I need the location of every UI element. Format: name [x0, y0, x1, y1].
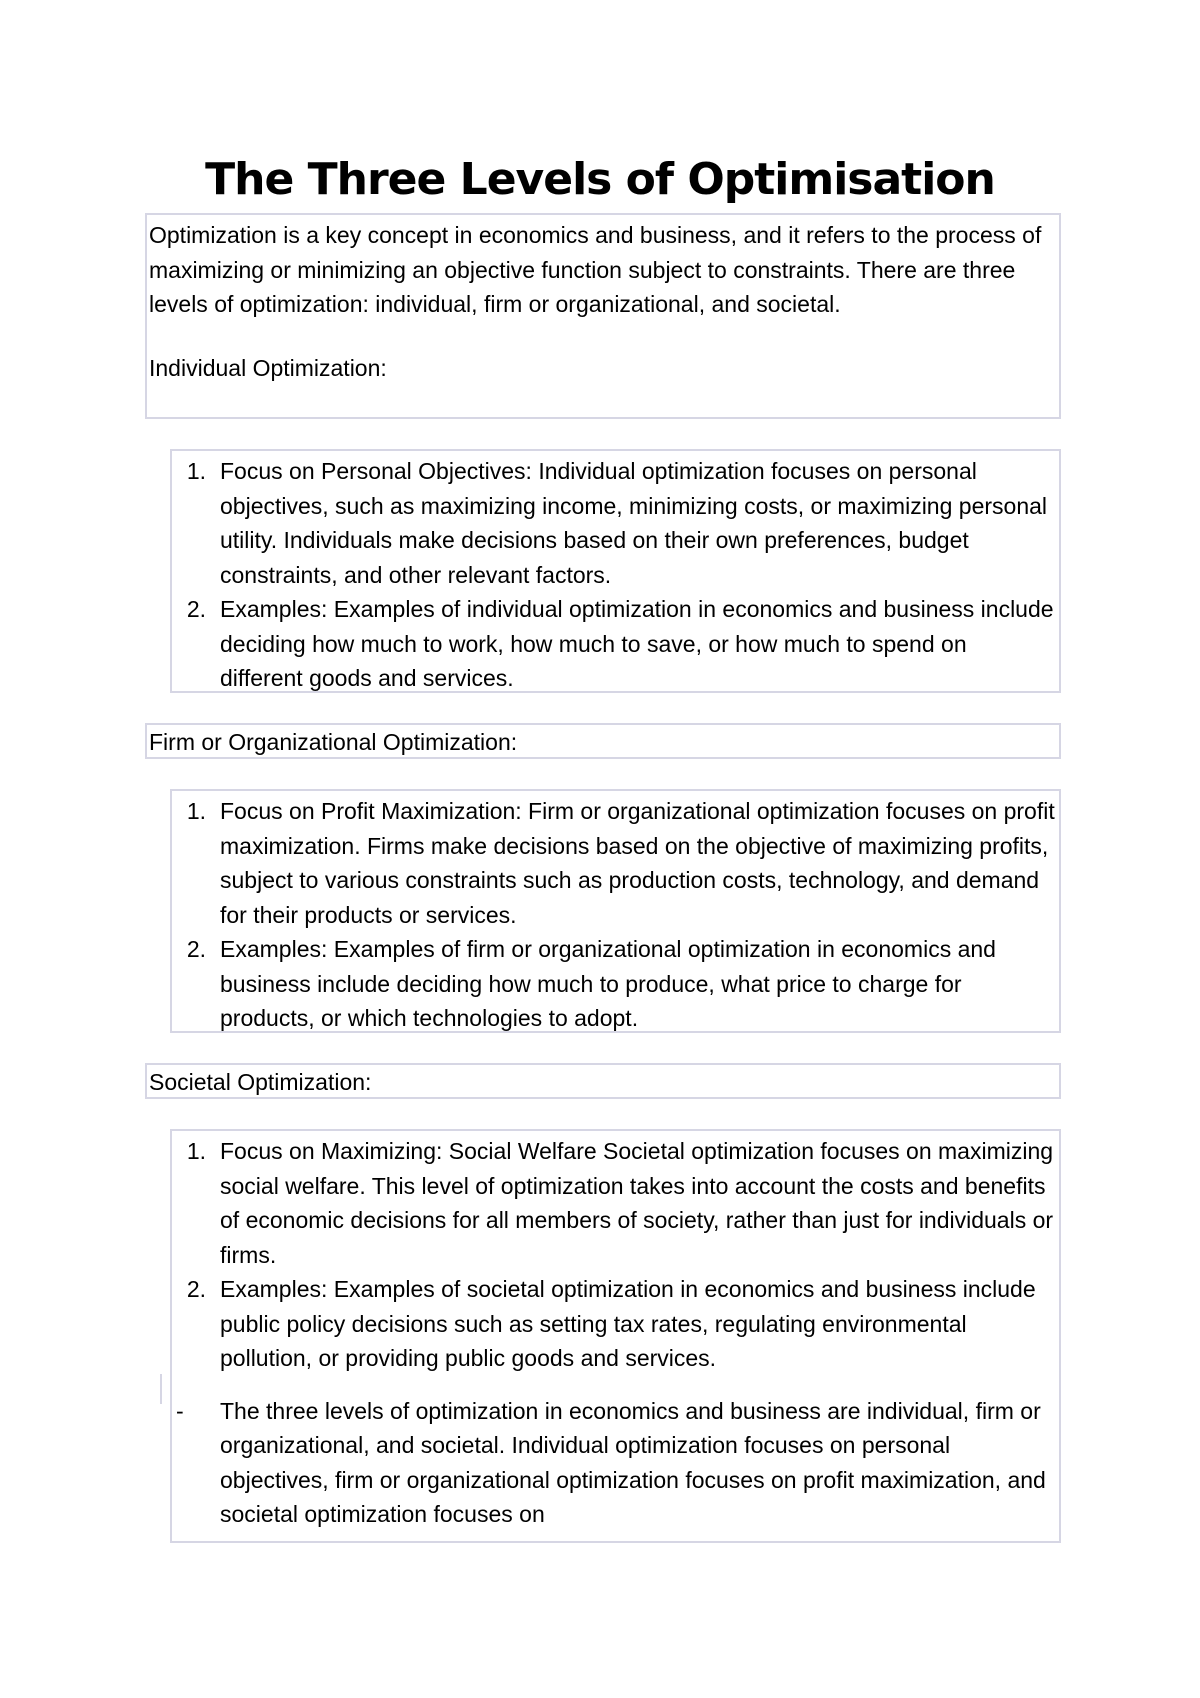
text-cursor: [160, 1374, 162, 1404]
list-item: [176, 1134, 1055, 1272]
individual-optimization-heading: Individual Optimization:: [149, 354, 387, 381]
list-number: 2.: [186, 596, 206, 622]
intro-text-box[interactable]: [145, 213, 1061, 419]
individual-optimization-list: [176, 454, 1055, 696]
list-item-text: Examples: Examples of individual optimization in economics and business include deciding how much to work, how much to save, or how much to spend on different goods and services.: [220, 596, 1054, 691]
societal-optimization-heading-box[interactable]: [145, 1063, 1061, 1099]
individual-optimization-list-box[interactable]: [170, 449, 1061, 693]
list-item-text: Focus on Profit Maximization: Firm or organizational optimization focuses on profit maximization. Firms make decisions based on the objective of maximizing profits, subject to various constraints such as production costs, technology, and demand for their products or services.: [220, 798, 1055, 928]
summary-text: The three levels of optimization in economics and business are individual, firm or organizational, and societal. Individual optimization focuses on personal objectives, firm or organizational optimization focuses on profit maximization, and societal optimization focuses on: [220, 1397, 1046, 1527]
societal-optimization-heading: Societal Optimization:: [149, 1069, 372, 1095]
list-item-text: Examples: Examples of firm or organizational optimization in economics and business include deciding how much to produce, what price to charge for products, or which technologies to adopt.: [220, 936, 996, 1031]
list-item: [176, 1272, 1055, 1376]
list-item: [176, 932, 1055, 1036]
list-item-text: Focus on Personal Objectives: Individual optimization focuses on personal objectives, such as maximizing income, minimizing costs, or maximizing personal utility. Individuals make decisions based on their own preferences, budget constraints, and other relevant factors.: [220, 458, 1048, 588]
firm-optimization-heading-box[interactable]: [145, 723, 1061, 759]
list-number: 1.: [186, 1138, 206, 1164]
firm-optimization-heading: Firm or Organizational Optimization:: [149, 729, 518, 755]
list-number: 2.: [186, 936, 206, 962]
list-item-text: Examples: Examples of societal optimization in economics and business include public policy decisions such as setting tax rates, regulating environmental pollution, or providing public goods and services.: [220, 1276, 1036, 1371]
page-title: The Three Levels of Optimisation: [205, 154, 995, 205]
societal-optimization-list-box[interactable]: [170, 1129, 1061, 1543]
firm-optimization-list: [176, 794, 1055, 1036]
paragraph-spacer: [149, 322, 1055, 351]
societal-optimization-list: [176, 1134, 1055, 1376]
summary-paragraph: [176, 1394, 1055, 1532]
list-item: [176, 454, 1055, 592]
list-number: 1.: [186, 458, 206, 484]
firm-optimization-list-box[interactable]: [170, 789, 1061, 1033]
intro-paragraph: Optimization is a key concept in economics and business, and it refers to the process of maximizing or minimizing an objective function subject to constraints. There are three levels of optimization: individual, firm or organizational, and societal.: [149, 222, 1042, 317]
list-item: [176, 592, 1055, 696]
list-number: 2.: [186, 1276, 206, 1302]
list-item: [176, 794, 1055, 932]
list-item-text: Focus on Maximizing: Social Welfare Societal optimization focuses on maximizing social welfare. This level of optimization takes into account the costs and benefits of economic decisions for all members of society, rather than just for individuals or firms.: [220, 1138, 1054, 1268]
dash-bullet: -: [176, 1397, 184, 1424]
list-number: 1.: [186, 798, 206, 824]
